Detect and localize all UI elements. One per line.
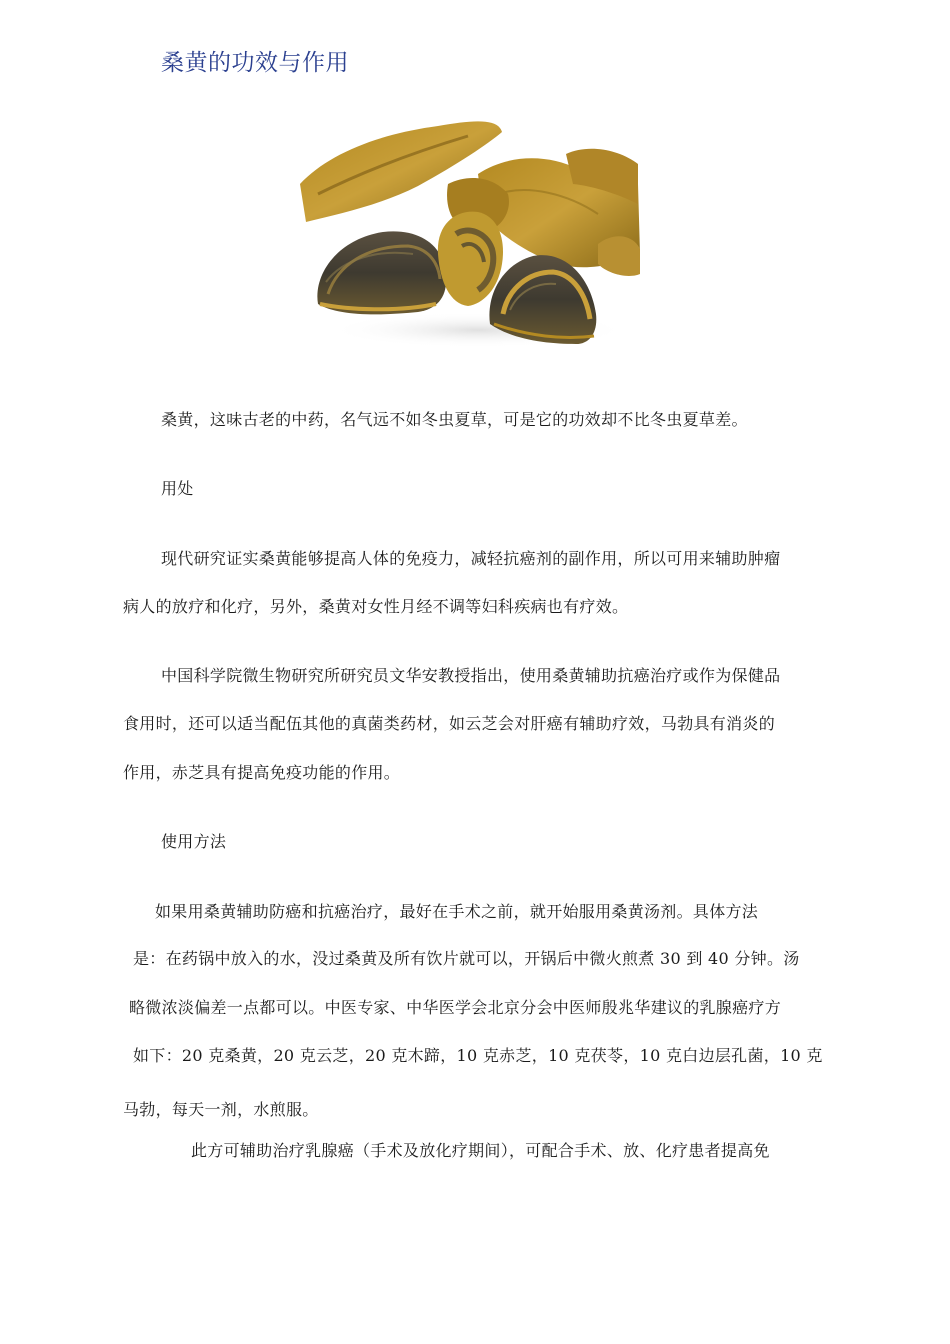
- paragraph-intro-line: 桑黄，这味古老的中药，名气远不如冬虫夏草，可是它的功效却不比冬虫夏草差。: [161, 410, 748, 429]
- paragraph-method-line: 略微浓淡偏差一点都可以。中医专家、中华医学会北京分会中医师殷兆华建议的乳腺癌疗方: [129, 998, 782, 1017]
- paragraph-effect-line: 此方可辅助治疗乳腺癌（手术及放化疗期间），可配合手术、放、化疗患者提高免: [191, 1141, 770, 1160]
- page-title: 桑黄的功效与作用: [161, 50, 349, 76]
- section-heading-usage: 用处: [161, 479, 194, 498]
- paragraph-method-line: 如果用桑黄辅助防癌和抗癌治疗，最好在手术之前，就开始服用桑黄汤剂。具体方法: [155, 902, 759, 921]
- mushroom-photo: [298, 114, 640, 350]
- paragraph-method-line: 如下：20 克桑黄，20 克云芝，20 克木蹄，10 克赤芝，10 克茯苓，10 克白边层孔菌，10 克: [133, 1046, 823, 1065]
- paragraph-method-line: 马勃，每天一剂，水煎服。: [123, 1100, 319, 1119]
- paragraph-expert-line: 食用时，还可以适当配伍其他的真菌类药材，如云芝会对肝癌有辅助疗效，马勃具有消炎的: [123, 714, 776, 733]
- paragraph-research-line: 病人的放疗和化疗，另外，桑黄对女性月经不调等妇科疾病也有疗效。: [123, 597, 629, 616]
- paragraph-method-line: 是：在药锅中放入的水，没过桑黄及所有饮片就可以，开锅后中微火煎煮 30 到 40 分钟。汤: [133, 949, 800, 968]
- paragraph-expert-line: 中国科学院微生物研究所研究员文华安教授指出，使用桑黄辅助抗癌治疗或作为保健品: [161, 666, 781, 685]
- section-heading-method: 使用方法: [161, 832, 227, 851]
- paragraph-expert-line: 作用，赤芝具有提高免疫功能的作用。: [123, 763, 401, 782]
- paragraph-research-line: 现代研究证实桑黄能够提高人体的免疫力，减轻抗癌剂的副作用，所以可用来辅助肿瘤: [161, 549, 781, 568]
